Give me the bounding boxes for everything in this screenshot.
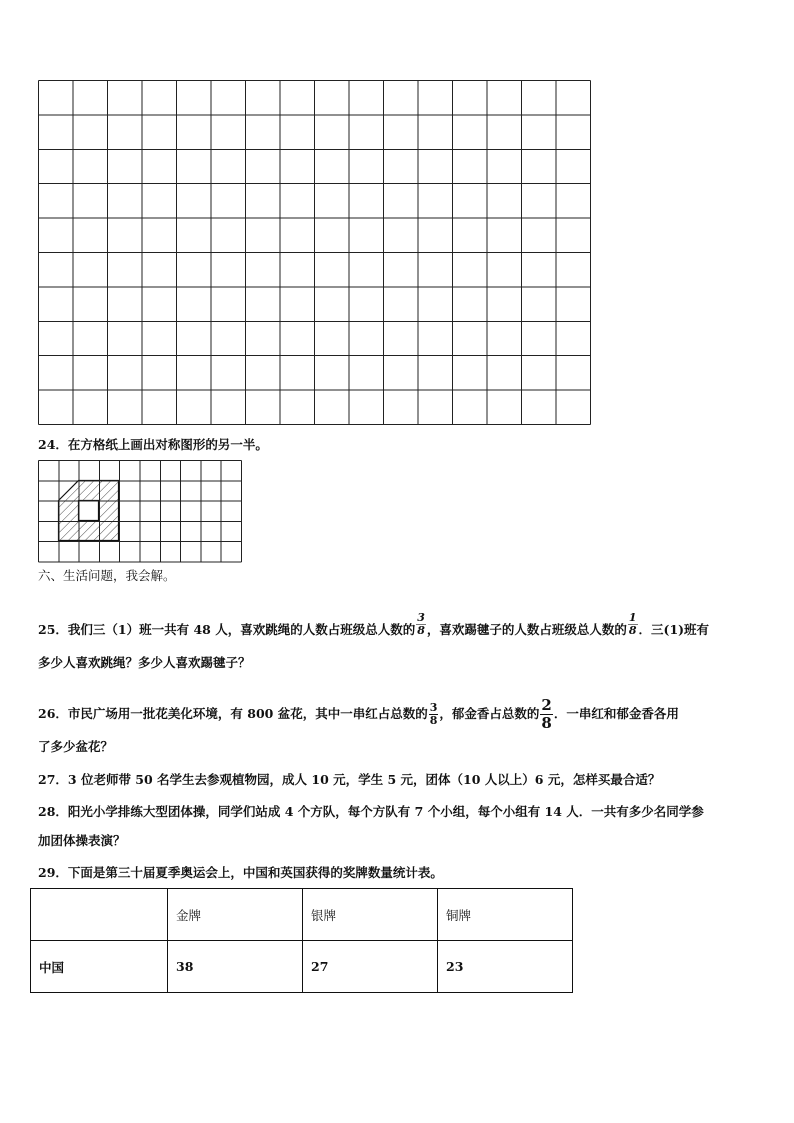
table-header-row xyxy=(31,889,573,941)
section-6-heading: 六、生活问题，我会解。 xyxy=(38,568,176,583)
symmetry-grid xyxy=(38,460,244,564)
gold-count: 38 xyxy=(168,941,303,993)
header-silver: 银牌 xyxy=(303,889,438,941)
question-29: 29．下面是第三十届夏季奥运会上，中国和英国获得的奖牌数量统计表。 xyxy=(38,865,443,880)
table-row xyxy=(31,941,573,993)
silver-count: 27 xyxy=(303,941,438,993)
question-28-line-2: 加团体操表演？ xyxy=(38,833,126,848)
question-27: 27．3 位老师带 50 名学生去参观植物园，成人 10 元，学生 5 元，团体（10 人以上）6 元，怎样买最合适？ xyxy=(38,772,661,787)
hatched-half-figure xyxy=(59,481,119,541)
bronze-count: 23 xyxy=(438,941,573,993)
medal-count-table xyxy=(30,888,573,993)
header-bronze: 铜牌 xyxy=(438,889,573,941)
fraction-1-8: $\frac{1}{8}$ xyxy=(628,611,637,637)
fraction-3-8: $\frac{3}{8}$ xyxy=(429,701,438,727)
large-grid-paper xyxy=(38,80,592,426)
fraction-3-8: $\frac{3}{8}$ xyxy=(417,611,425,637)
question-28: 28．阳光小学排练大型团体操，同学们站成 4 个方队，每个方队有 7 个小组，每个小组有 14 人．一共有多少名同学参 xyxy=(38,804,704,819)
question-25-line-2: 多少人喜欢跳绳？多少人喜欢踢毽子？ xyxy=(38,655,251,670)
country-cell: 中国 xyxy=(31,941,168,993)
question-25: 25．我们三（1）班一共有 48 人，喜欢跳绳的人数占班级总人数的 $\frac{3}{8}$ ，喜欢踢毽子的人数占班级总人数的 $\frac{1}{8}$ ．三(1)班有 xyxy=(38,611,710,637)
question-26: 26．市民广场用一批花美化环境，有 800 盆花，其中一串红占总数的 $\frac{3}{8}$ ，郁金香占总数的 $\frac{2}{8}$ ．一串红和郁金香各用 xyxy=(38,696,679,732)
question-26-line-2: 了多少盆花？ xyxy=(38,739,114,754)
header-gold: 金牌 xyxy=(168,889,303,941)
header-blank xyxy=(31,889,168,941)
question-24: 24．在方格纸上画出对称图形的另一半。 xyxy=(38,437,268,452)
fraction-2-8: $\frac{2}{8}$ xyxy=(541,696,552,732)
